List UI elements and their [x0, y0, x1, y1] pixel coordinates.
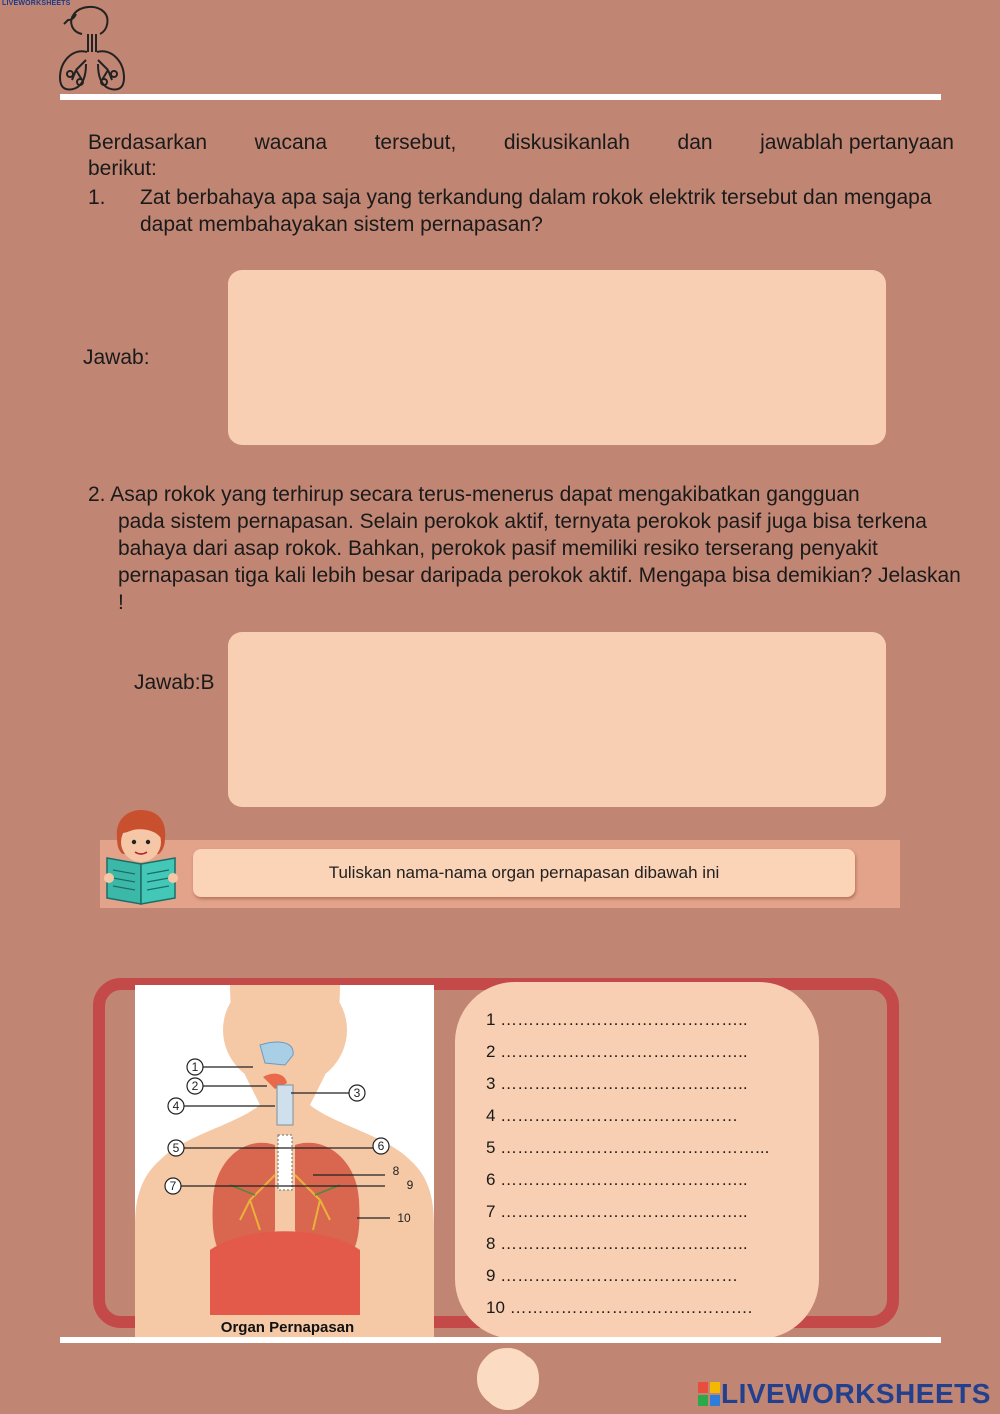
diagram-marker-9: 9: [406, 1178, 414, 1192]
intro-word: wacana: [254, 131, 328, 154]
diagram-marker-6: 6: [377, 1139, 385, 1153]
answer-list-item[interactable]: 7 ……………………………………..: [486, 1202, 748, 1221]
question-1-text: Zat berbahaya apa saja yang terkandung dalam rokok elektrik tersebut dan mengapa dapat membahayakan sistem pernapasan?: [140, 186, 932, 236]
instruction-label: Tuliskan nama-nama organ pernapasan dibawah ini: [193, 849, 855, 897]
intro-word: dan: [677, 131, 713, 154]
answer-list-item[interactable]: 8 ……………………………………..: [486, 1234, 748, 1253]
answer-1-label: Jawab:: [83, 346, 150, 369]
question-1-number: 1.: [88, 186, 106, 209]
diagram-marker-4: 4: [172, 1099, 180, 1113]
footer-divider: [60, 1337, 941, 1343]
intro-word: diskusikanlah: [503, 131, 630, 154]
answer-1-input[interactable]: [228, 270, 886, 445]
diagram-marker-1: 1: [191, 1060, 199, 1074]
diagram-marker-7: 7: [169, 1179, 177, 1193]
intro-line-2: berikut:: [88, 157, 157, 180]
answer-list-item[interactable]: 3 ……………………………………..: [486, 1074, 748, 1093]
liveworksheets-logo-icon: [697, 1381, 721, 1407]
diagram-caption: Organ Pernapasan: [220, 1319, 355, 1336]
diagram-marker-2: 2: [191, 1079, 199, 1093]
girl-reading-book-icon: [103, 808, 179, 908]
answer-list-item[interactable]: 1 ……………………………………..: [486, 1010, 748, 1029]
intro-instruction: [88, 130, 954, 182]
answer-list-item[interactable]: 10 …………………………………….: [486, 1298, 753, 1317]
answer-list-item[interactable]: 4 ……………………………………: [486, 1106, 739, 1125]
answer-list-item[interactable]: 5 ………………………………………...: [486, 1138, 770, 1157]
answer-list-item[interactable]: 2 ……………………………………..: [486, 1042, 748, 1061]
intro-word: jawablah pertanyaan: [760, 131, 954, 154]
diagram-marker-10: 10: [397, 1211, 411, 1225]
answer-list-item[interactable]: 6 ……………………………………..: [486, 1170, 748, 1189]
respiratory-organs-illustration: [135, 985, 434, 1340]
answer-2-label: Jawab:B: [134, 671, 215, 694]
question-2: [88, 481, 968, 616]
question-2-first-line: 2. Asap rokok yang terhirup secara terus-menerus dapat mengakibatkan gangguan: [88, 483, 860, 506]
respiratory-diagram: [135, 985, 434, 1340]
answer-list-item[interactable]: 9 ……………………………………: [486, 1266, 739, 1285]
respiratory-system-icon: [54, 4, 130, 96]
decorative-blob: [475, 1346, 541, 1412]
header-divider: [60, 94, 941, 100]
liveworksheets-logo: [697, 1378, 991, 1410]
brand-watermark: LIVEWORKSHEETS: [2, 0, 71, 7]
diagram-marker-8: 8: [392, 1164, 400, 1178]
intro-word: Berdasarkan: [88, 131, 208, 154]
liveworksheets-logo-text: LIVEWORKSHEETS: [721, 1378, 991, 1409]
diagram-marker-3: 3: [353, 1086, 361, 1100]
diagram-marker-5: 5: [172, 1141, 180, 1155]
question-2-rest: pada sistem pernapasan. Selain perokok aktif, ternyata perokok pasif juga bisa terkena bahaya dari asap rokok. Bahkan, perokok pasif memiliki resiko terserang penyakit pernapasan tiga kali lebih besar daripada perokok aktif. Mengapa bisa demikian? Jelaskan !: [118, 510, 961, 614]
answer-list: [486, 1010, 806, 1330]
intro-word: tersebut,: [374, 131, 457, 154]
answer-2-input[interactable]: [228, 632, 886, 807]
